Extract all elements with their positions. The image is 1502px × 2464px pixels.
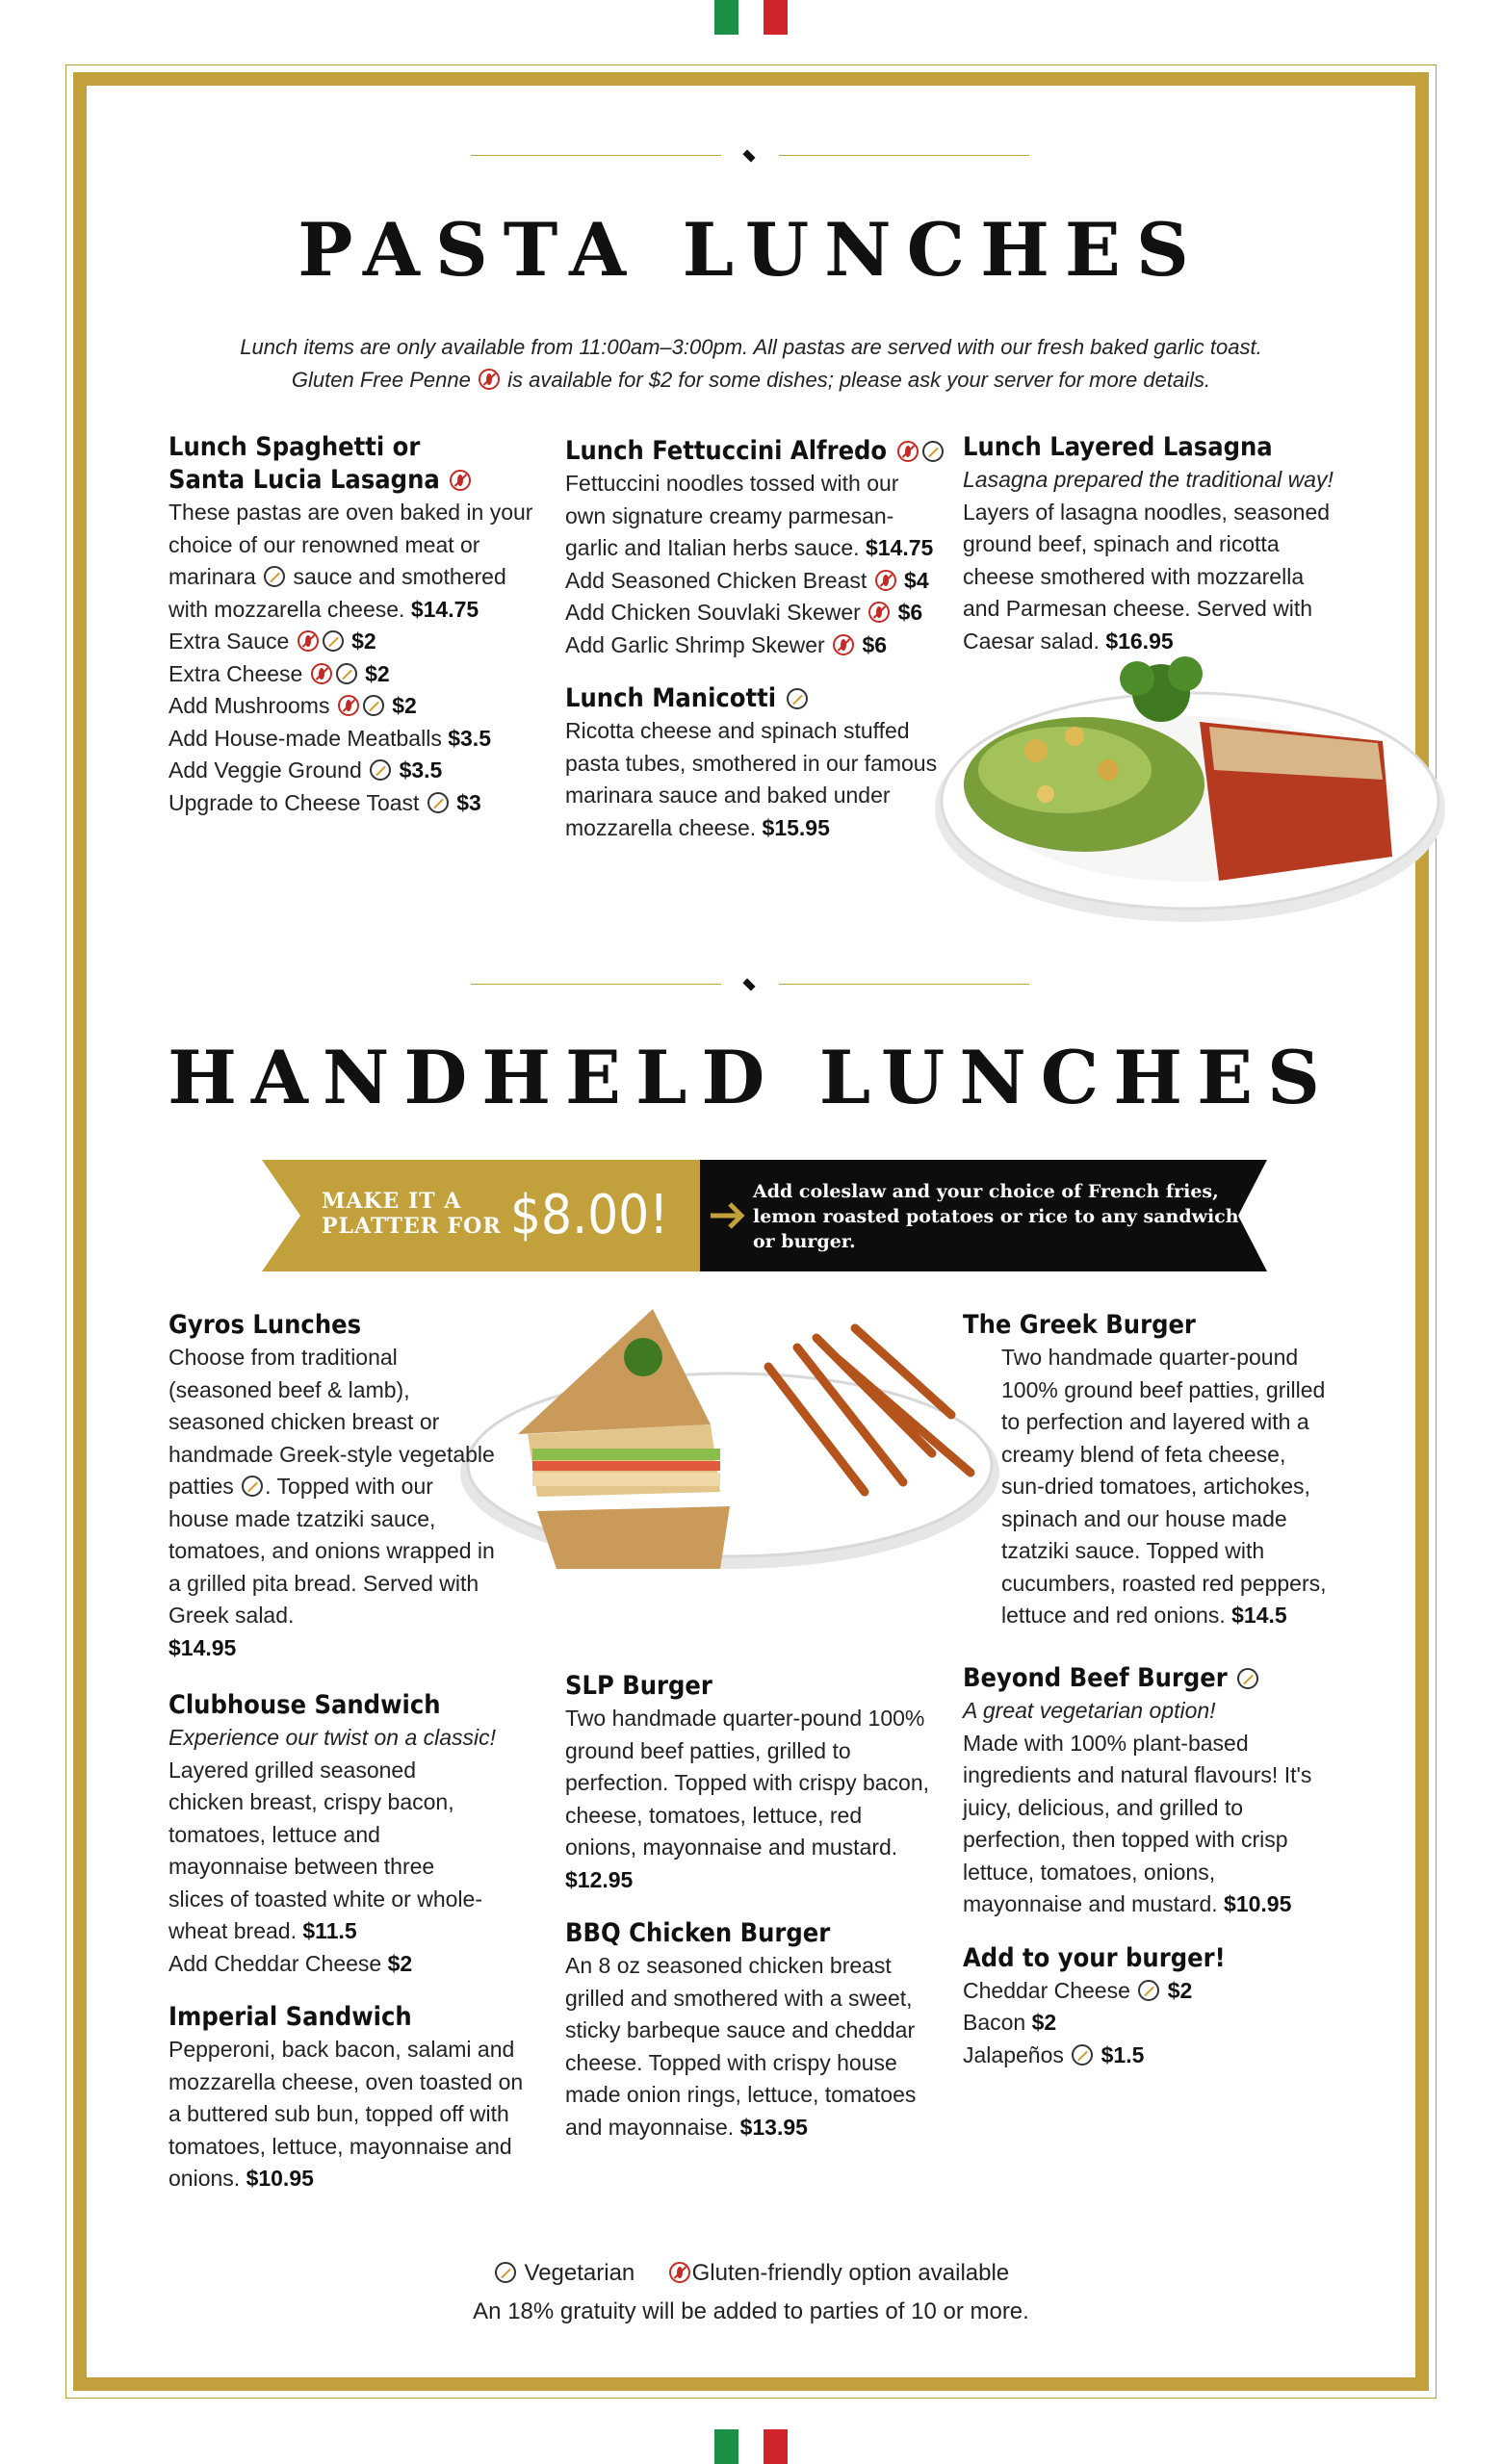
gluten-free-icon	[298, 630, 319, 652]
lasagna-item	[963, 431, 1338, 657]
extra-row: Add Veggie Ground $3.5	[168, 757, 443, 783]
gluten-free-icon	[669, 2262, 690, 2283]
vegetarian-icon	[264, 566, 285, 587]
spaghetti-item	[168, 431, 549, 819]
platter-banner	[262, 1160, 1267, 1271]
gluten-free-icon	[450, 470, 471, 491]
vegetarian-icon	[922, 441, 944, 462]
pasta-intro	[193, 331, 1309, 397]
intro-line-2: Gluten Free Penne is available for $2 for some dishes; please ask your server for more details.	[291, 368, 1211, 392]
extra-row: Add Garlic Shrimp Skewer $6	[565, 631, 888, 657]
imperial-desc: Pepperoni, back bacon, salami and mozzarella cheese, oven toasted on a buttered sub bun, topped off with tomatoes, lettuce, mayonnaise and onions. $10.95	[168, 2037, 524, 2191]
extra-row: Add Seasoned Chicken Breast $4	[565, 567, 929, 593]
club-sandwich-plate-image	[451, 1290, 1019, 1578]
extra-row: Add Chicken Souvlaki Skewer $6	[565, 600, 923, 625]
addon-row: Cheddar Cheese $2	[963, 1977, 1193, 2003]
extra-row: Add Mushrooms $2	[168, 693, 417, 718]
fettuccini-title: Lunch Fettuccini Alfredo	[565, 435, 945, 468]
lasagna-desc: Layers of lasagna noodles, seasoned ground beef, spinach and ricotta cheese smothered with mozzarella and Parmesan cheese. Served with Caesar salad. $16.95	[963, 499, 1331, 654]
beyond-title: Beyond Beef Burger	[963, 1662, 1338, 1695]
greek-title: The Greek Burger	[963, 1310, 1196, 1340]
bbq-title: BBQ Chicken Burger	[565, 1918, 831, 1948]
extra-row: Upgrade to Cheese Toast $3	[168, 789, 481, 815]
gyros-price: $14.95	[168, 1634, 237, 1660]
banner-add-text: Add coleslaw and your choice of French fries, lemon roasted potatoes or rice to any sandwich or burger.	[753, 1181, 1239, 1252]
vegetarian-icon	[242, 1476, 263, 1497]
slp-burger-item	[565, 1670, 941, 2143]
intro-line-1: Lunch items are only available from 11:00am–3:00pm. All pastas are served with our fresh baked garlic toast.	[240, 335, 1262, 359]
greek-desc: Two handmade quarter-pound 100% ground beef patties, grilled to perfection and layered with a creamy blend of feta cheese, sun-dried tomatoes, artichokes, spinach and our house made tzatziki sauce. Topped with cucumbers, roasted red peppers, lettuce and red onions. $14.5	[1001, 1345, 1327, 1628]
gluten-free-icon	[311, 663, 332, 684]
spaghetti-desc: These pastas are oven baked in your choice of our renowned meat or marinara sauce and smothered with mozzarella cheese. $14.75	[168, 500, 533, 622]
vegetarian-icon	[336, 663, 357, 684]
beyond-desc: Made with 100% plant-based ingredients and natural flavours! It's juicy, delicious, and grilled to perfection, then topped with crisp lettuce, tomatoes, onions, mayonnaise and mustard. $10.95	[963, 1730, 1312, 1916]
gyros-item	[168, 1309, 501, 1664]
vegetarian-icon	[1072, 2044, 1093, 2066]
imperial-title: Imperial Sandwich	[168, 2002, 412, 2032]
addon-row: Jalapeños $1.5	[963, 2041, 1145, 2067]
extra-row: Add House-made Meatballs $3.5	[168, 725, 491, 751]
gluten-free-icon	[833, 634, 854, 655]
gluten-free-icon	[868, 602, 890, 623]
gluten-free-icon	[875, 570, 896, 591]
italian-flag-top	[714, 0, 788, 35]
gyros-desc: Choose from traditional (seasoned beef & lamb), seasoned chicken breast or handmade Greek-style vegetable patties . Topped with our house made tzatziki sauce, tomatoes, and onions wrapped in a grilled pita bread. Served with Greek salad.	[168, 1345, 495, 1628]
vegetarian-icon	[323, 630, 344, 652]
clubhouse-item	[168, 1689, 544, 2195]
slp-title: SLP Burger	[565, 1671, 712, 1701]
legend-gluten: Gluten-friendly option available	[691, 2260, 1010, 2286]
ornament-divider	[471, 149, 1029, 163]
lasagna-subtitle: Lasagna prepared the traditional way!	[963, 467, 1334, 492]
slp-desc: Two handmade quarter-pound 100% ground beef patties, grilled to perfection. Topped with crispy bacon, cheese, tomatoes, lettuce, red onions, mayonnaise and mustard. $12.95	[565, 1706, 930, 1892]
ornament-divider	[471, 978, 1029, 991]
vegetarian-icon	[427, 792, 449, 813]
vegetarian-icon	[495, 2262, 516, 2283]
handheld-section-title: HANDHELD LUNCHES	[168, 1035, 1334, 1120]
extra-row: Add Cheddar Cheese $2	[168, 1950, 413, 1976]
spaghetti-title: Lunch Spaghetti or Santa Lucia Lasagna	[168, 431, 549, 497]
beyond-burger-item	[963, 1662, 1338, 2071]
gluten-free-icon	[338, 695, 359, 716]
gratuity-note: An 18% gratuity will be added to parties of 10 or more.	[473, 2298, 1029, 2324]
manicotti-desc: Ricotta cheese and spinach stuffed pasta tubes, smothered in our famous marinara sauce and baked under mozzarella cheese. $15.95	[565, 718, 938, 840]
extra-row: Extra Sauce $2	[168, 629, 376, 654]
gluten-free-icon	[897, 441, 919, 462]
fettuccini-item	[565, 435, 945, 844]
lasagna-title: Lunch Layered Lasagna	[963, 432, 1273, 462]
banner-amount: $8.00!	[510, 1184, 669, 1246]
lasagna-plate-image	[930, 635, 1450, 934]
legend-vegetarian: Vegetarian	[524, 2260, 635, 2286]
vegetarian-icon	[370, 759, 391, 781]
gluten-free-icon	[479, 369, 500, 390]
addons-title: Add to your burger!	[963, 1942, 1226, 1973]
vegetarian-icon	[1138, 1980, 1159, 2001]
clubhouse-desc: Layered grilled seasoned chicken breast, crispy bacon, tomatoes, lettuce and mayonnaise between three slices of toasted white or whole-wheat bread. $11.5	[168, 1757, 482, 1943]
legend	[73, 2260, 1429, 2287]
clubhouse-title: Clubhouse Sandwich	[168, 1690, 441, 1720]
bbq-desc: An 8 oz seasoned chicken breast grilled and smothered with a sweet, sticky barbeque sauce and cheddar cheese. Topped with crispy house made onion rings, lettuce, tomatoes and mayonnaise. $13.95	[565, 1953, 917, 2140]
italian-flag-bottom	[714, 2429, 788, 2464]
banner-make-it: MAKE IT A PLATTER FOR	[322, 1189, 502, 1239]
arrow-right-icon	[697, 1189, 751, 1243]
beyond-subtitle: A great vegetarian option!	[963, 1698, 1216, 1723]
greek-burger-item	[963, 1309, 1338, 1632]
vegetarian-icon	[363, 695, 384, 716]
manicotti-title: Lunch Manicotti	[565, 682, 945, 715]
extra-row: Extra Cheese $2	[168, 660, 390, 686]
addon-row: Bacon $2	[963, 2010, 1057, 2035]
vegetarian-icon	[787, 688, 808, 709]
vegetarian-icon	[1237, 1668, 1258, 1689]
fettuccini-desc: Fettuccini noodles tossed with our own signature creamy parmesan-garlic and Italian herbs sauce. $14.75	[565, 471, 934, 560]
gyros-title: Gyros Lunches	[168, 1310, 362, 1340]
clubhouse-subtitle: Experience our twist on a classic!	[168, 1725, 497, 1750]
pasta-section-title: PASTA LUNCHES	[298, 207, 1204, 293]
